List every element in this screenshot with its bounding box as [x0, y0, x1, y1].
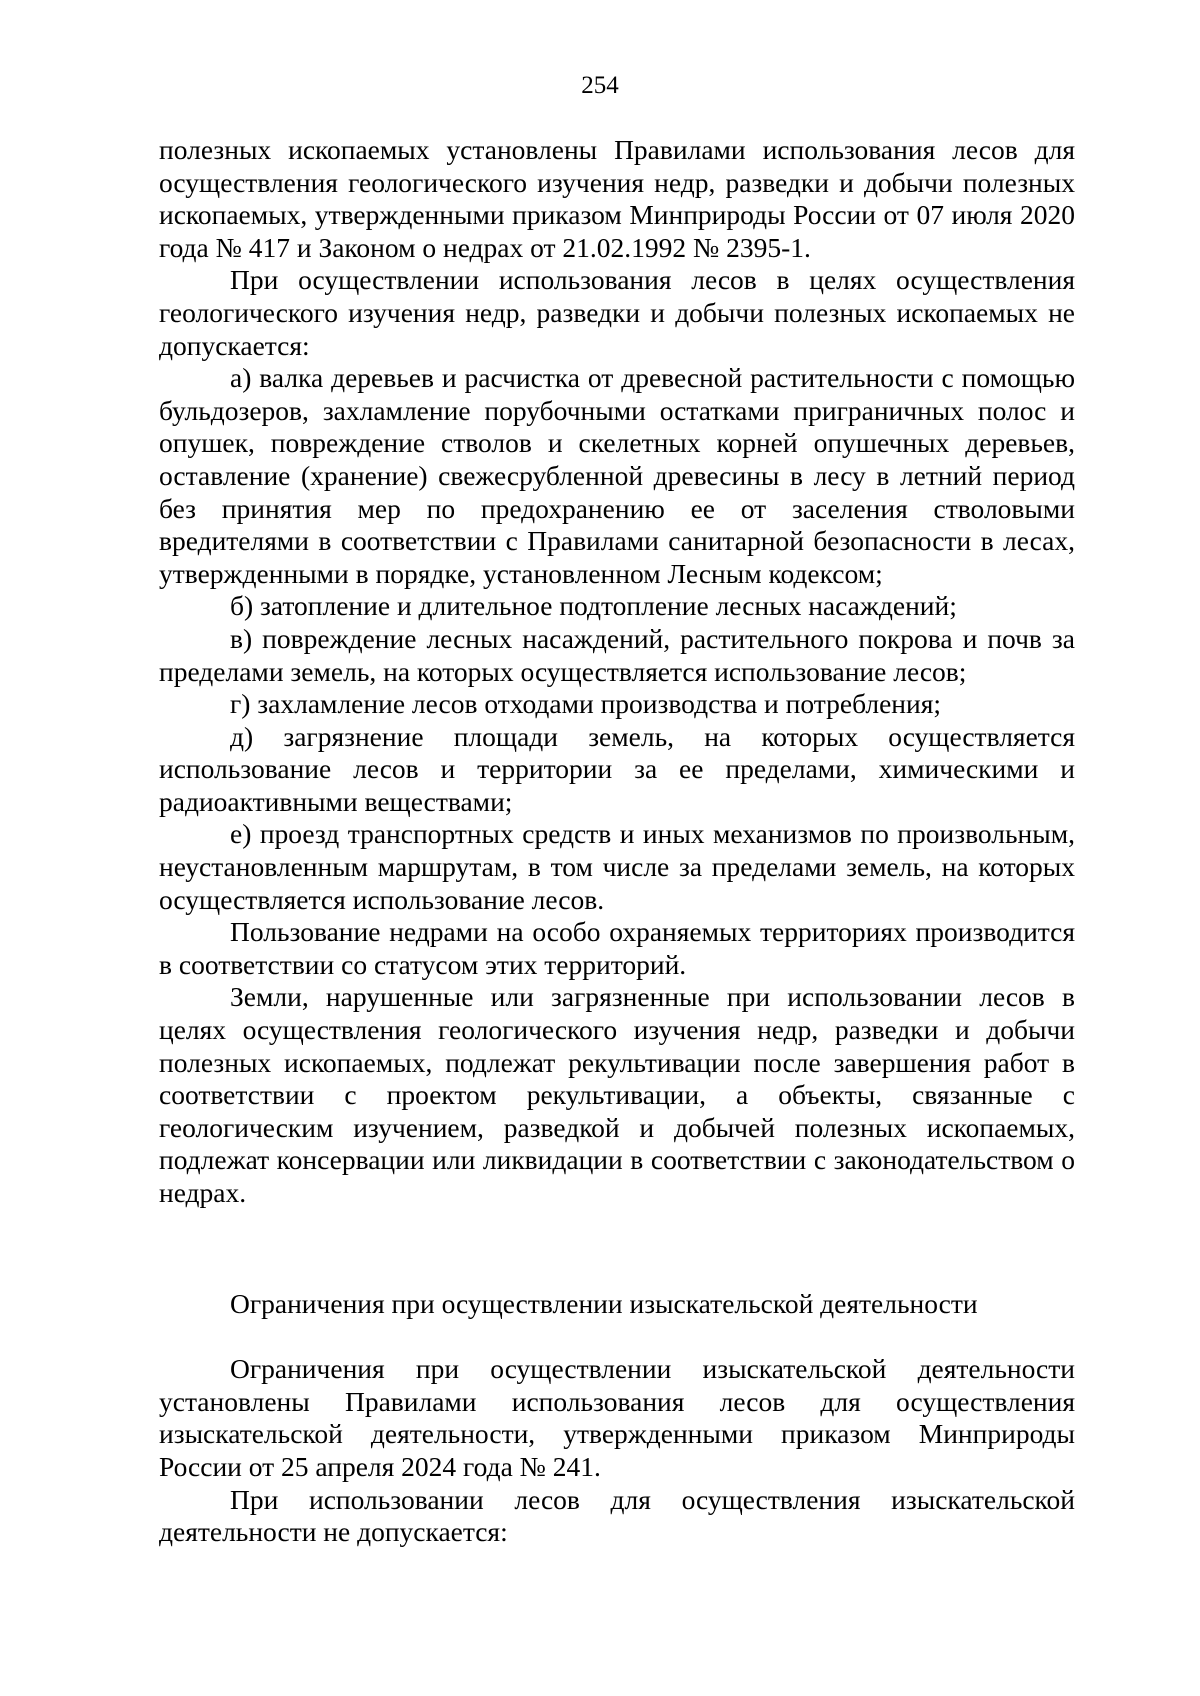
paragraph-survey-prohibitions: При использовании лесов для осуществления изыскательской деятельности не допускается:: [159, 1483, 1075, 1548]
paragraph-survey-rules: Ограничения при осуществлении изыскательской деятельности установлены Правилами использования лесов для осуществления изыскательской деятельности, утвержденными приказом Минприроды России от 25 апреля 2024 года № 241.: [159, 1353, 1075, 1482]
list-item-v: в) повреждение лесных насаждений, растительного покрова и почв за пределами земель, на которых осуществляется использование лесов;: [159, 622, 1075, 687]
paragraph-recultivation: Земли, нарушенные или загрязненные при использовании лесов в целях осуществления геологического изучения недр, разведки и добычи полезных ископаемых, подлежат рекультивации после завершения работ в соответствии с проектом рекультивации, а объекты, связанные с геологическим изучением, разведкой и добычей полезных ископаемых, подлежат консервации или ликвидации в соответствии с законодательством о недрах.: [159, 981, 1075, 1208]
list-item-d: д) загрязнение площади земель, на которых осуществляется использование лесов и территории за ее пределами, химическими и радиоактивными веществами;: [159, 720, 1075, 817]
list-item-e: е) проезд транспортных средств и иных механизмов по произвольным, неустановленным маршрутам, в том числе за пределами земель, на которых осуществляется использование лесов.: [159, 818, 1075, 915]
document-body: [159, 134, 1075, 1549]
page-number: 254: [581, 72, 619, 99]
list-item-b: б) затопление и длительное подтопление лесных насаждений;: [230, 590, 957, 622]
list-item-g: г) захламление лесов отходами производства и потребления;: [230, 688, 942, 720]
paragraph-prohibitions-intro: При осуществлении использования лесов в целях осуществления геологического изучения недр, разведки и добычи полезных ископаемых не допускается:: [159, 264, 1075, 361]
paragraph-protected-territories: Пользование недрами на особо охраняемых территориях производится в соответствии со статусом этих территорий.: [159, 916, 1075, 980]
section-heading: Ограничения при осуществлении изыскательской деятельности: [230, 1287, 978, 1319]
list-item-a: а) валка деревьев и расчистка от древесной растительности с помощью бульдозеров, захламление порубочными остатками приграничных полос и опушек, повреждение стволов и скелетных корней опушечных деревьев, оставление (хранение) свежесрубленной древесины в лесу в летний период без принятия мер по предохранению ее от заселения стволовыми вредителями в соответствии с Правилами санитарной безопасности в лесах, утвержденными в порядке, установленном Лесным кодексом;: [159, 362, 1075, 589]
paragraph-continuation: полезных ископаемых установлены Правилами использования лесов для осуществления геологического изучения недр, разведки и добычи полезных ископаемых, утвержденными приказом Минприроды России от 07 июля 2020 года № 417 и Законом о недрах от 21.02.1992 № 2395-1.: [159, 134, 1075, 263]
